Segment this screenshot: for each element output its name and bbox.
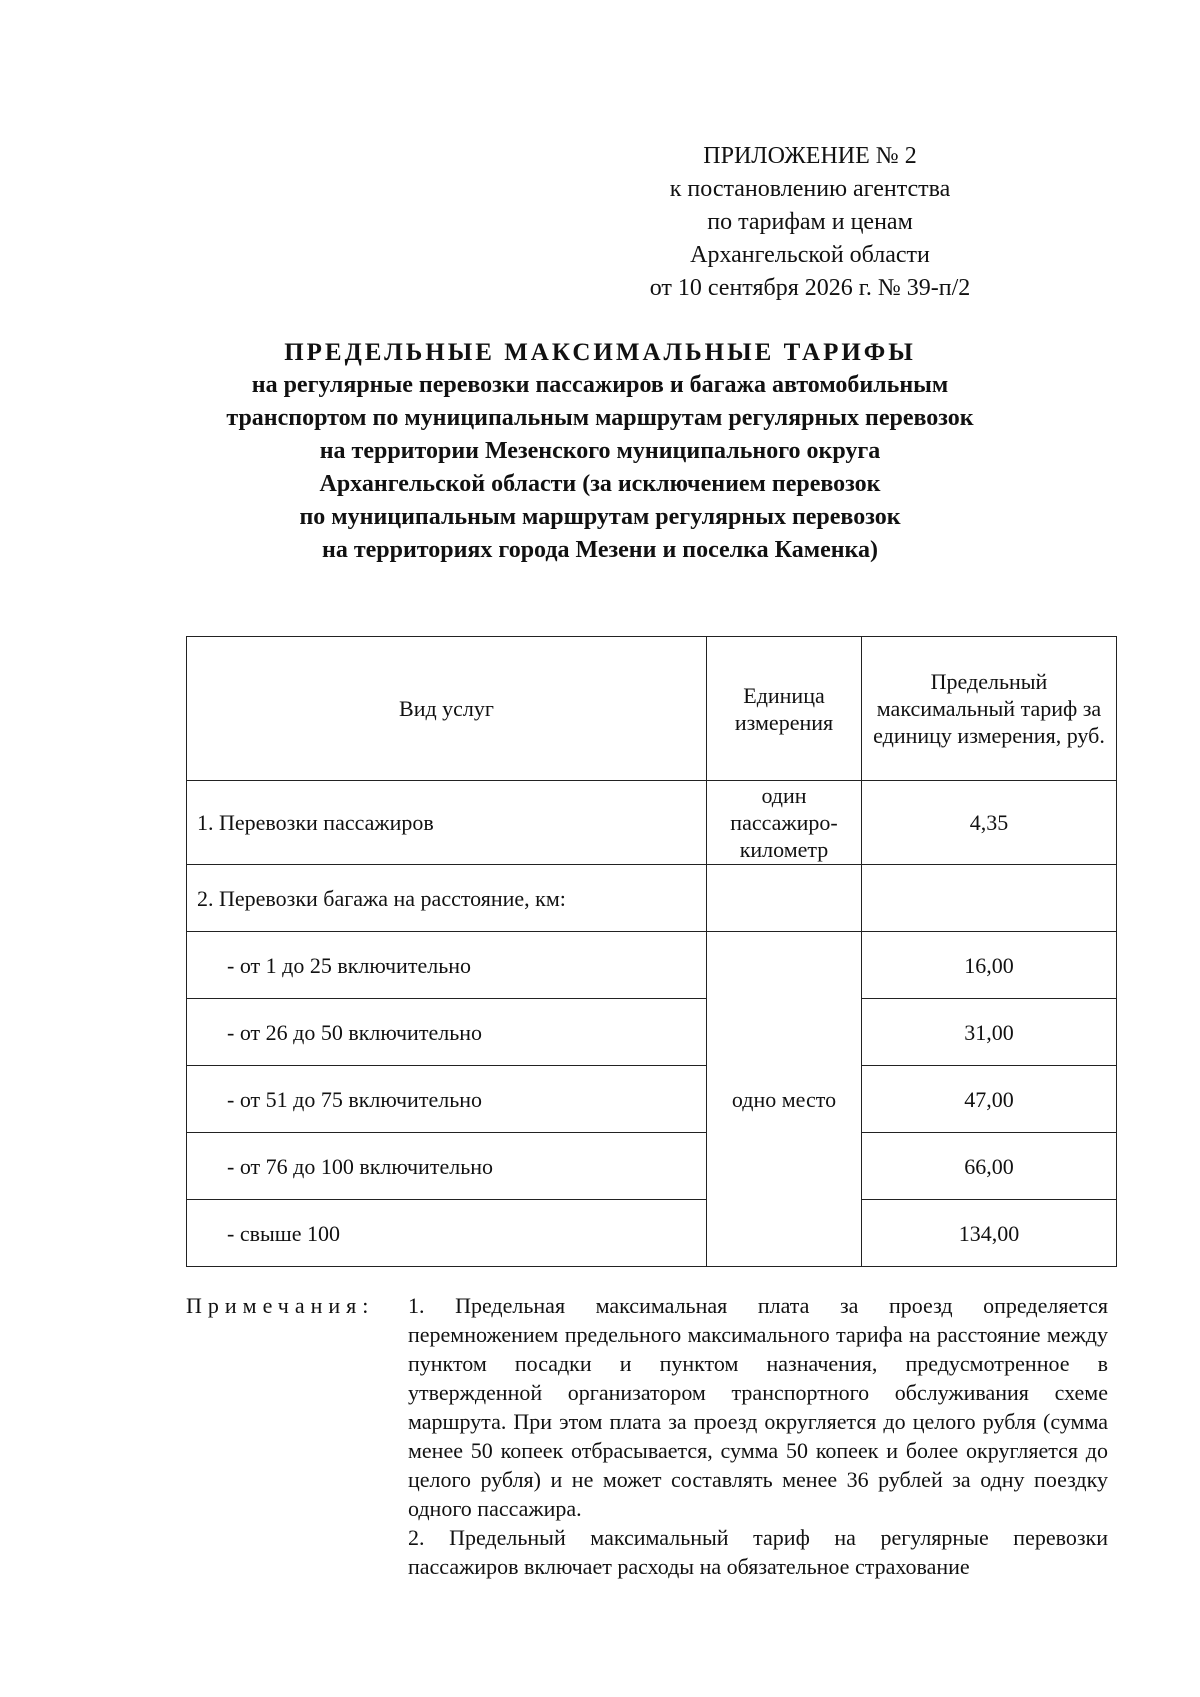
service-baggage-range: - от 1 до 25 включительно xyxy=(187,932,707,999)
table-row xyxy=(187,932,1117,999)
table-row xyxy=(187,865,1117,932)
tariff-baggage: 47,00 xyxy=(862,1066,1117,1133)
tariff-baggage: 16,00 xyxy=(862,932,1117,999)
title-main: ПРЕДЕЛЬНЫЕ МАКСИМАЛЬНЫЕ ТАРИФЫ xyxy=(284,339,916,366)
service-passengers: 1. Перевозки пассажиров xyxy=(187,781,707,865)
tariff-passengers: 4,35 xyxy=(862,781,1117,865)
unit-baggage: одно место xyxy=(707,932,862,1267)
appendix-number: ПРИЛОЖЕНИЕ № 2 xyxy=(703,143,917,169)
table-header-row xyxy=(187,637,1117,781)
appendix-line: по тарифам и ценам xyxy=(707,209,913,235)
table-row xyxy=(187,999,1117,1066)
tariff-baggage: 66,00 xyxy=(862,1133,1117,1200)
unit-empty xyxy=(707,865,862,932)
header-tariff: Предельный максимальный тариф за единицу измерения, руб. xyxy=(862,637,1117,781)
title-line: на территориях города Мезени и поселка Каменка) xyxy=(321,537,879,563)
tariff-empty xyxy=(862,865,1117,932)
note-item: 1. Предельная максимальная плата за проезд определяется перемножением предельного максимального тарифа на расстояние между пунктом посадки и пунктом назначения, предусмотренное в утвержденной организатором транспортного обслуживания схеме маршрута. При этом плата за проезд округляется до целого рубля (сумма менее 50 копеек отбрасывается, сумма 50 копеек и более округляется до целого рубля) и не может составлять менее 36 рублей за одну поездку одного пассажира. xyxy=(408,1293,1108,1521)
document-title xyxy=(150,336,1050,567)
appendix-line: к постановлению агентства xyxy=(669,176,951,202)
table-row xyxy=(187,1066,1117,1133)
tariff-table xyxy=(186,636,1117,1267)
notes-label: Примечания: xyxy=(186,1293,375,1318)
title-line: на регулярные перевозки пассажиров и багажа автомобильным xyxy=(251,372,949,398)
service-baggage-range: - свыше 100 xyxy=(187,1200,707,1267)
header-service: Вид услуг xyxy=(187,637,707,781)
header-unit: Единица измерения xyxy=(707,637,862,781)
service-baggage-range: - от 76 до 100 включительно xyxy=(187,1133,707,1200)
service-baggage-range: - от 26 до 50 включительно xyxy=(187,999,707,1066)
title-line: на территории Мезенского муниципального округа xyxy=(319,438,881,464)
unit-passengers: один пассажиро-километр xyxy=(707,781,862,865)
title-line: по муниципальным маршрутам регулярных перевозок xyxy=(299,504,901,530)
note-item: 2. Предельный максимальный тариф на регулярные перевозки пассажиров включает расходы на обязательное страхование xyxy=(408,1525,1108,1579)
service-baggage-range: - от 51 до 75 включительно xyxy=(187,1066,707,1133)
table-row xyxy=(187,1133,1117,1200)
appendix-line: Архангельской области xyxy=(690,242,930,268)
tariff-baggage: 31,00 xyxy=(862,999,1117,1066)
title-line: Архангельской области (за исключением перевозок xyxy=(319,471,881,497)
appendix-date-number: от 10 сентября 2026 г. № 39-п/2 xyxy=(649,275,971,301)
notes-body xyxy=(408,1291,1108,1581)
title-line: транспортом по муниципальным маршрутам регулярных перевозок xyxy=(226,405,974,431)
appendix-header xyxy=(640,140,980,305)
table-row xyxy=(187,781,1117,865)
table-row xyxy=(187,1200,1117,1267)
service-baggage: 2. Перевозки багажа на расстояние, км: xyxy=(187,865,707,932)
tariff-baggage: 134,00 xyxy=(862,1200,1117,1267)
